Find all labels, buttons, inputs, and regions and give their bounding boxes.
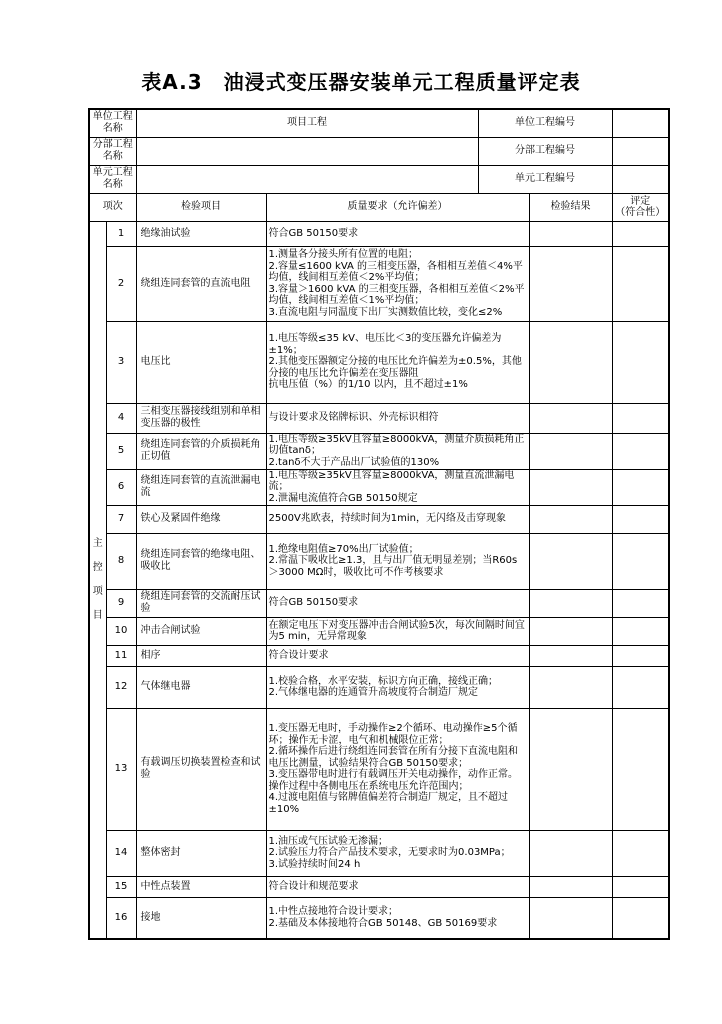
inspection-result-cell[interactable]: [529, 589, 612, 617]
rating-cell[interactable]: [612, 897, 669, 939]
inspection-result-cell[interactable]: [529, 321, 612, 403]
rating-cell[interactable]: [612, 246, 669, 321]
table-row: [89, 617, 669, 645]
unit-project-value[interactable]: 项目工程: [136, 109, 478, 137]
quality-requirement: 1.校验合格，水平安装，标识方向正确，接线正确； 2.气体继电器的连通管升高坡度符合制造厂规定: [266, 666, 529, 708]
main-control-items-label: 主 控 项 目: [89, 221, 106, 939]
inspection-result-cell[interactable]: [529, 221, 612, 246]
inspection-item: 铁心及紧固件绝缘: [136, 505, 266, 533]
rating-cell[interactable]: [612, 469, 669, 505]
inspection-result-cell[interactable]: [529, 403, 612, 433]
rating-cell[interactable]: [612, 617, 669, 645]
row-number: 9: [106, 589, 136, 617]
row-number: 14: [106, 830, 136, 876]
table-row: [89, 221, 669, 246]
inspection-result-cell[interactable]: [529, 533, 612, 589]
rating-cell[interactable]: [612, 433, 669, 469]
inspection-item: 气体继电器: [136, 666, 266, 708]
inspection-result-cell[interactable]: [529, 897, 612, 939]
column-header-row: [89, 193, 669, 221]
rating-cell[interactable]: [612, 221, 669, 246]
inspection-result-cell[interactable]: [529, 708, 612, 830]
col-seq-header: 项次: [89, 193, 136, 221]
page-title: 表A.3 油浸式变压器安装单元工程质量评定表: [141, 70, 581, 94]
inspection-result-cell[interactable]: [529, 505, 612, 533]
row-number: 11: [106, 645, 136, 666]
row-number: 1: [106, 221, 136, 246]
quality-requirement: 2500V兆欧表，持续时间为1min，无闪络及击穿现象: [266, 505, 529, 533]
inspection-result-cell[interactable]: [529, 666, 612, 708]
row-number: 13: [106, 708, 136, 830]
inspection-result-cell[interactable]: [529, 617, 612, 645]
row-number: 16: [106, 897, 136, 939]
table-row: [89, 876, 669, 897]
inspection-item: 三相变压器接线组别和单相变压器的极性: [136, 403, 266, 433]
inspection-result-cell[interactable]: [529, 433, 612, 469]
inspection-item: 电压比: [136, 321, 266, 403]
row-number: 7: [106, 505, 136, 533]
rating-cell[interactable]: [612, 321, 669, 403]
row-number: 15: [106, 876, 136, 897]
element-project-label: 单元工程名称: [89, 165, 136, 193]
quality-requirement: 1.电压等级≥35kV且容量≥8000kVA，测量介质损耗角正切值tanδ； 2.tanδ不大于产品出厂试验值的130%: [266, 433, 529, 469]
inspection-item: 冲击合闸试验: [136, 617, 266, 645]
quality-requirement: 1.测量各分接头所有位置的电阻； 2.容量≤1600 kVA 的三相变压器，各相相互差值＜4%平均值，线间相互差值＜2%平均值； 3.容量＞1600 kVA 的三相变压器，各相相互差值＜2%平均值，线间相互差值＜1%平均值； 3.直流电阻与同温度下出厂实测数值比较，变化≤2%: [266, 246, 529, 321]
inspection-item: 绕组连同套管的介质损耗角正切值: [136, 433, 266, 469]
unit-project-label: 单位工程名称: [89, 109, 136, 137]
inspection-item: 绝缘油试验: [136, 221, 266, 246]
unit-project-no-value[interactable]: [612, 109, 669, 137]
col-result-header: 检验结果: [529, 193, 612, 221]
quality-requirement: 符合设计和规范要求: [266, 876, 529, 897]
sub-project-label: 分部工程名称: [89, 137, 136, 165]
inspection-result-cell[interactable]: [529, 830, 612, 876]
header-row-sub-project: [89, 137, 669, 165]
element-project-value[interactable]: [136, 165, 478, 193]
table-row: [89, 589, 669, 617]
table-row: [89, 505, 669, 533]
table-row: [89, 708, 669, 830]
table-row: [89, 666, 669, 708]
inspection-item: 有载调压切换装置检查和试验: [136, 708, 266, 830]
inspection-result-cell[interactable]: [529, 876, 612, 897]
row-number: 12: [106, 666, 136, 708]
inspection-result-cell[interactable]: [529, 246, 612, 321]
inspection-result-cell[interactable]: [529, 645, 612, 666]
row-number: 3: [106, 321, 136, 403]
quality-requirement: 1.绝缘电阻值≥70%出厂试验值； 2.常温下吸收比≥1.3，且与出厂值无明显差别；当R60s＞3000 MΩ时，吸收比可不作考核要求: [266, 533, 529, 589]
inspection-item: 相序: [136, 645, 266, 666]
inspection-item: 绕组连同套管的绝缘电阻、吸收比: [136, 533, 266, 589]
inspection-item: 中性点装置: [136, 876, 266, 897]
row-number: 2: [106, 246, 136, 321]
quality-requirement: 符合GB 50150要求: [266, 221, 529, 246]
quality-requirement: 符合GB 50150要求: [266, 589, 529, 617]
table-row: [89, 830, 669, 876]
quality-requirement: 1.中性点接地符合设计要求； 2.基础及本体接地符合GB 50148、GB 50169要求: [266, 897, 529, 939]
table-row: [89, 469, 669, 505]
rating-cell[interactable]: [612, 645, 669, 666]
rating-cell[interactable]: [612, 589, 669, 617]
inspection-item: 绕组连同套管的交流耐压试验: [136, 589, 266, 617]
rating-cell[interactable]: [612, 830, 669, 876]
table-row: [89, 645, 669, 666]
header-row-unit-project: [89, 109, 669, 137]
quality-requirement: 与设计要求及铭牌标识、外壳标识相符: [266, 403, 529, 433]
inspection-item: 接地: [136, 897, 266, 939]
rating-cell[interactable]: [612, 708, 669, 830]
row-number: 10: [106, 617, 136, 645]
row-number: 5: [106, 433, 136, 469]
quality-requirement: 符合设计要求: [266, 645, 529, 666]
rating-cell[interactable]: [612, 403, 669, 433]
quality-requirement: 1.油压或气压试验无渗漏； 2.试验压力符合产品技术要求，无要求时为0.03MPa； 3.试验持续时间24 h: [266, 830, 529, 876]
sub-project-value[interactable]: [136, 137, 478, 165]
table-row: [89, 533, 669, 589]
table-row: [89, 433, 669, 469]
col-item-header: 检验项目: [136, 193, 266, 221]
rating-cell[interactable]: [612, 505, 669, 533]
table-row: [89, 246, 669, 321]
rating-cell[interactable]: [612, 533, 669, 589]
inspection-item: 绕组连同套管的直流泄漏电流: [136, 469, 266, 505]
inspection-item: 绕组连同套管的直流电阻: [136, 246, 266, 321]
rating-cell[interactable]: [612, 666, 669, 708]
row-number: 4: [106, 403, 136, 433]
table-row: [89, 403, 669, 433]
inspection-item: 整体密封: [136, 830, 266, 876]
sub-project-no-value[interactable]: [612, 137, 669, 165]
element-project-no-label: 单元工程编号: [478, 165, 612, 193]
header-row-element-project: [89, 165, 669, 193]
inspection-result-cell[interactable]: [529, 469, 612, 505]
quality-requirement: 1.电压等级≥35kV且容量≥8000kVA，测量直流泄漏电流； 2.泄漏电流值符合GB 50150规定: [266, 469, 529, 505]
quality-requirement: 1.电压等级≤35 kV、电压比＜3的变压器允许偏差为±1%； 2.其他变压器额定分接的电压比允许偏差为±0.5%，其他分接的电压比允许偏差在变压器阻 抗电压值（%）的1/10 以内，且不超过±1%: [266, 321, 529, 403]
row-number: 8: [106, 533, 136, 589]
quality-requirement: 1.变压器无电时，手动操作≥2个循环、电动操作≥5个循环；操作无卡涩，电气和机械限位正常； 2.循环操作后进行绕组连同套管在所有分接下直流电阻和电压比测量，试验结果符合GB 50150要求； 3.变压器带电时进行有载调压开关电动操作，动作正常。操作过程中各侧电压在系统电压允许范围内； 4.过渡电阻值与铭牌值偏差符合制造厂规定，且不超过±10%: [266, 708, 529, 830]
element-project-no-value[interactable]: [612, 165, 669, 193]
sub-project-no-label: 分部工程编号: [478, 137, 612, 165]
col-rating-header: 评定 （符合性）: [612, 193, 669, 221]
quality-requirement: 在额定电压下对变压器冲击合闸试验5次，每次间隔时间宜为5 min，无异常现象: [266, 617, 529, 645]
rating-cell[interactable]: [612, 876, 669, 897]
table-row: [89, 897, 669, 939]
row-number: 6: [106, 469, 136, 505]
unit-project-no-label: 单位工程编号: [478, 109, 612, 137]
table-row: [89, 321, 669, 403]
col-requirement-header: 质量要求（允许偏差）: [266, 193, 529, 221]
quality-assessment-table: [88, 108, 670, 940]
